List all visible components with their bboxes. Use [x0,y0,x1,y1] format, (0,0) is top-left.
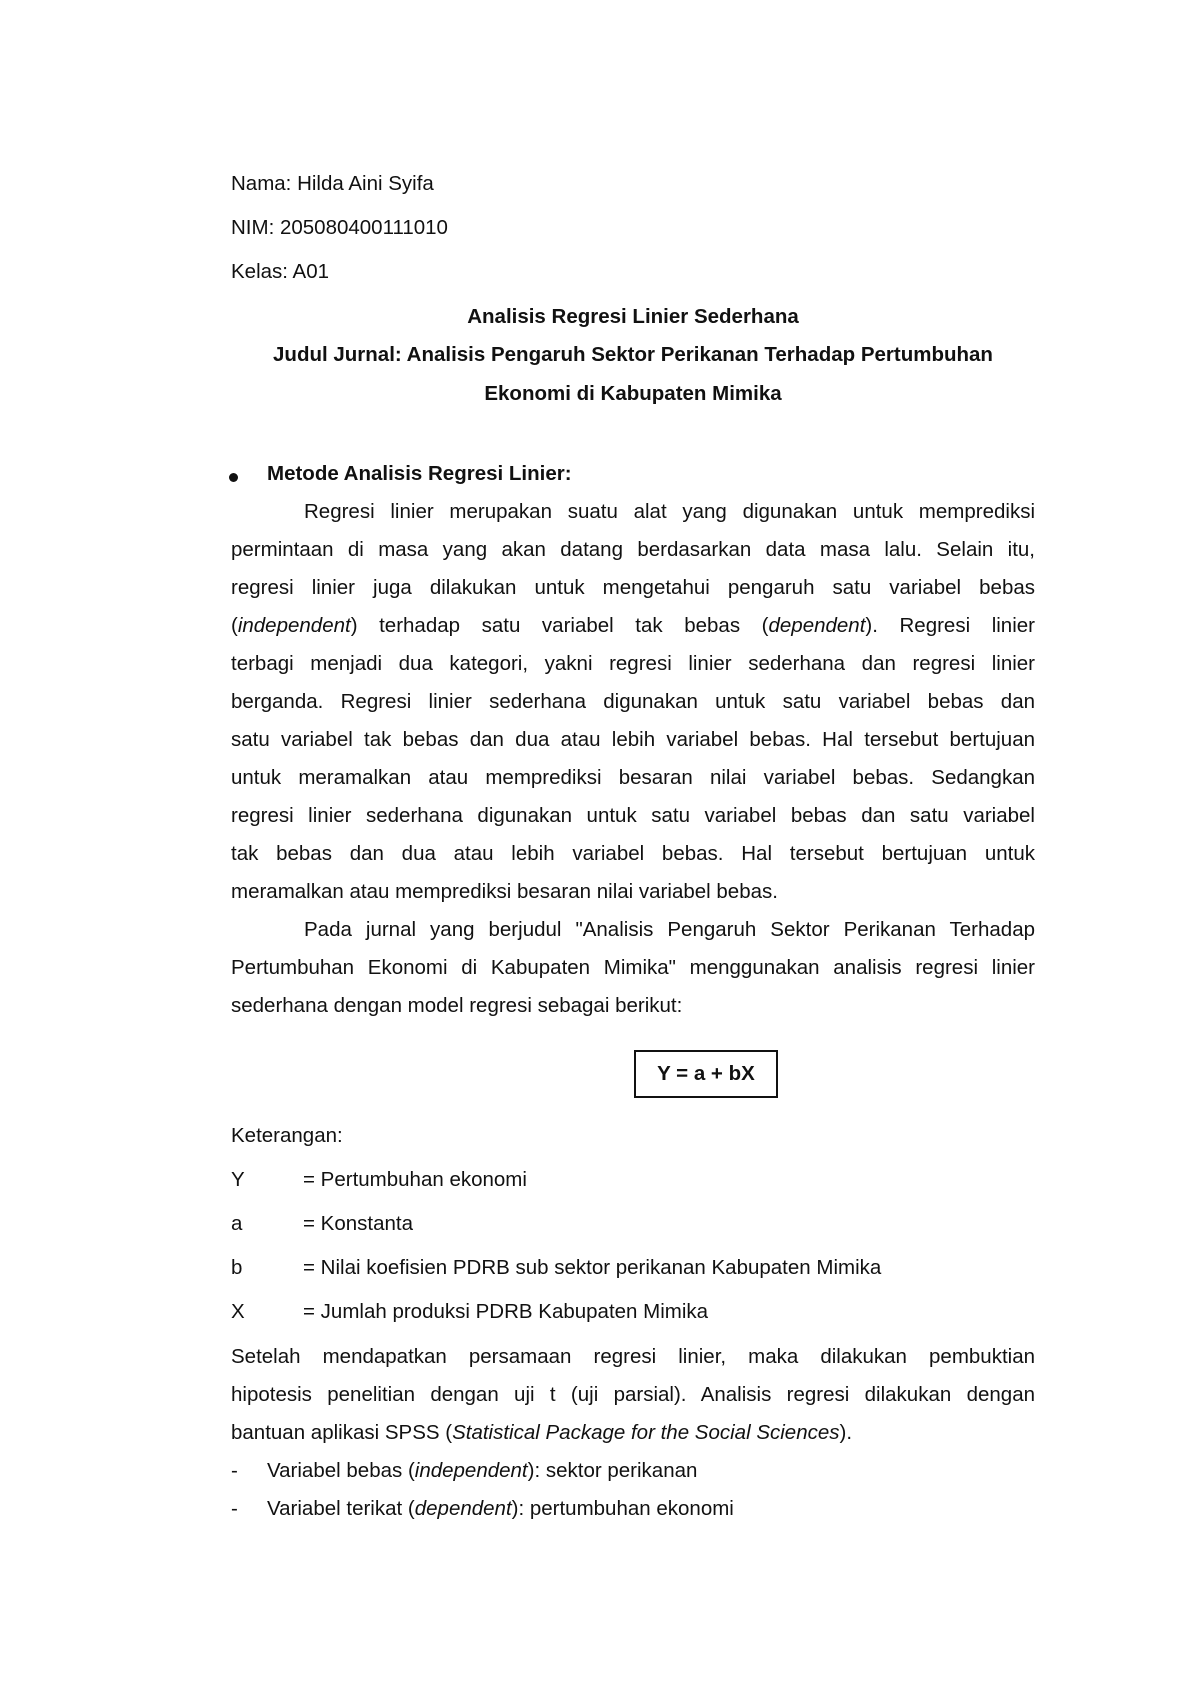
italic-term: dependent [768,614,866,637]
regression-formula-box [634,1050,778,1098]
student-class: Kelas: A01 [231,260,330,283]
paragraph-1-line: regresi linier sederhana digunakan untuk satu variabel bebas dan satu variabel [231,804,1035,827]
paragraph-1-line: regresi linier juga dilakukan untuk mengetahui pengaruh satu variabel bebas [231,576,1035,599]
keterangan-row: Y = Pertumbuhan ekonomi [231,1168,527,1191]
keterangan-row: a = Konstanta [231,1212,413,1235]
paragraph-2-line: sederhana dengan model regresi sebagai berikut: [231,994,683,1017]
paragraph-1-line: untuk meramalkan atau memprediksi besaran nilai variabel bebas. Sedangkan [231,766,1035,789]
keterangan-row: b = Nilai koefisien PDRB sub sektor perikanan Kabupaten Mimika [231,1256,882,1279]
paragraph-1-line: (independent) terhadap satu variabel tak bebas (dependent). Regresi linier [231,614,1035,637]
list-item: - Variabel terikat (dependent): pertumbuhan ekonomi [231,1497,734,1520]
document-title: Analisis Regresi Linier Sederhana [467,305,799,328]
italic-term: dependent [414,1497,512,1520]
italic-term: Statistical Package for the Social Sciences [452,1421,840,1444]
journal-title-line-1: Judul Jurnal: Analisis Pengaruh Sektor Perikanan Terhadap Pertumbuhan [273,343,993,366]
paragraph-1-line: satu variabel tak bebas dan dua atau lebih variabel bebas. Hal tersebut bertujuan [231,728,1035,751]
regression-formula: Y = a + bX [657,1062,755,1085]
paragraph-1-line: meramalkan atau memprediksi besaran nilai variabel bebas. [231,880,778,903]
paragraph-3-line: Setelah mendapatkan persamaan regresi linier, maka dilakukan pembuktian [231,1345,1035,1368]
paragraph-1-line: berganda. Regresi linier sederhana digunakan untuk satu variabel bebas dan [231,690,1035,713]
section-heading: Metode Analisis Regresi Linier: [267,462,572,485]
paragraph-1-line: tak bebas dan dua atau lebih variabel bebas. Hal tersebut bertujuan untuk [231,842,1035,865]
keterangan-label: Keterangan: [231,1124,343,1147]
journal-title-line-2: Ekonomi di Kabupaten Mimika [484,382,782,405]
paragraph-1-line: permintaan di masa yang akan datang berdasarkan data masa lalu. Selain itu, [231,538,1035,561]
bullet-icon [229,473,238,482]
student-name: Nama: Hilda Aini Syifa [231,172,434,195]
student-nim: NIM: 205080400111010 [231,216,448,239]
paragraph-2-line: Pertumbuhan Ekonomi di Kabupaten Mimika" menggunakan analisis regresi linier [231,956,1035,979]
list-item: - Variabel bebas (independent): sektor perikanan [231,1459,698,1482]
paragraph-3-line: hipotesis penelitian dengan uji t (uji parsial). Analisis regresi dilakukan dengan [231,1383,1035,1406]
paragraph-2-line: Pada jurnal yang berjudul "Analisis Pengaruh Sektor Perikanan Terhadap [304,918,1035,941]
italic-term: independent [237,614,351,637]
paragraph-1-line: Regresi linier merupakan suatu alat yang digunakan untuk memprediksi [304,500,1035,523]
paragraph-1-line: terbagi menjadi dua kategori, yakni regresi linier sederhana dan regresi linier [231,652,1035,675]
keterangan-row: X = Jumlah produksi PDRB Kabupaten Mimika [231,1300,709,1323]
paragraph-3-line: bantuan aplikasi SPSS (Statistical Package for the Social Sciences). [231,1421,853,1444]
italic-term: independent [414,1459,528,1482]
